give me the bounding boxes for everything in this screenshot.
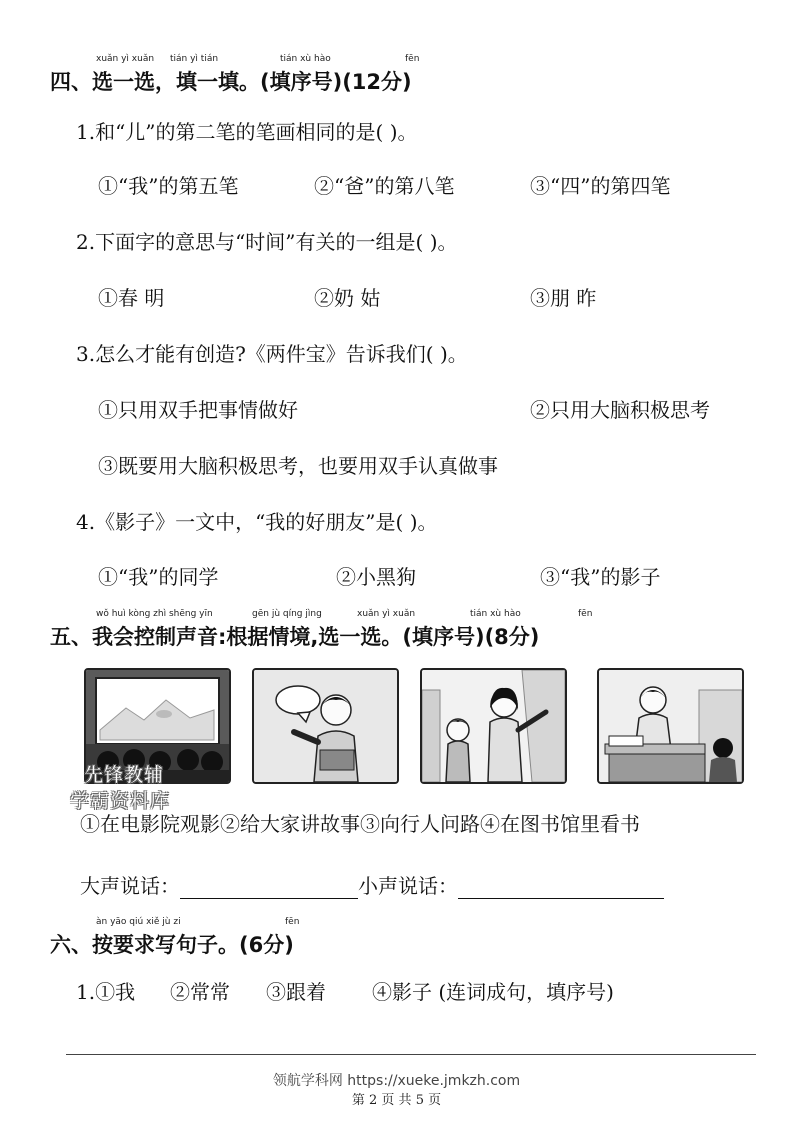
pinyin-xuanyixuan: xuǎn yì xuǎn [96, 54, 155, 64]
q4-1-stem: 1.和“儿”的第二笔的笔画相同的是( )。 [76, 120, 418, 144]
quiet-speech-label: 小声说话： [358, 874, 458, 898]
q6-1-part-4: ④影子 (连词成句，填序号) [372, 980, 614, 1004]
q4-1-option-3: ③“四”的第四笔 [530, 174, 671, 198]
loud-speech-label: 大声说话： [80, 874, 180, 898]
loud-speech-answer-blank[interactable] [180, 876, 358, 899]
section4-title: 四、选一选，填一填。(填序号)(12分) [50, 70, 412, 94]
pinyin-wohuikongzhishengyin: wǒ huì kòng zhì shēng yīn [96, 609, 213, 619]
watermark-line-1: 先锋教辅 [84, 764, 165, 786]
q4-1-option-2: ②“爸”的第八笔 [314, 174, 455, 198]
q4-2-option-1: ①春 明 [98, 286, 165, 310]
pinyin-fen-3: fēn [285, 917, 300, 927]
q4-1-option-1: ①“我”的第五笔 [98, 174, 239, 198]
q4-4-option-2: ②小黑狗 [336, 565, 416, 589]
quiet-speech-answer-blank[interactable] [458, 876, 664, 899]
pinyin-fen: fēn [405, 54, 420, 64]
loud-speech-row [80, 870, 664, 899]
storytelling-illustration [254, 670, 397, 782]
q4-3-option-2: ②只用大脑积极思考 [530, 398, 710, 422]
library-illustration [599, 670, 742, 782]
q6-1-part-1: 1.①我 [76, 980, 136, 1004]
asking-directions-illustration [422, 670, 565, 782]
footer-divider [66, 1054, 756, 1055]
picture-caption: ①在电影院观影②给大家讲故事③向行人问路④在图书馆里看书 [80, 812, 640, 836]
picture-asking-directions [420, 668, 567, 784]
watermark-line-2: 学霸资料库 [70, 790, 171, 812]
pinyin-tianyitian: tián yì tián [170, 54, 219, 64]
section5-title: 五、我会控制声音:根据情境,选一选。(填序号)(8分) [50, 625, 540, 649]
pinyin-anyaoqiuxiejuzi: àn yāo qiú xiě jù zi [96, 917, 181, 927]
pinyin-tianxuhao-2: tián xù hào [470, 609, 521, 619]
pinyin-genjuqingjing: gēn jù qíng jìng [252, 609, 322, 619]
q4-4-option-3: ③“我”的影子 [540, 565, 661, 589]
page-number: 第 2 页 共 5 页 [351, 1093, 442, 1108]
q4-4-stem: 4.《影子》一文中，“我的好朋友”是( )。 [76, 510, 438, 534]
q4-3-stem: 3.怎么才能有创造?《两件宝》告诉我们( )。 [76, 342, 468, 366]
q4-3-option-3: ③既要用大脑积极思考，也要用双手认真做事 [98, 454, 498, 478]
picture-library [597, 668, 744, 784]
section6-title: 六、按要求写句子。(6分) [50, 933, 294, 957]
pinyin-tianxuhao: tián xù hào [280, 54, 331, 64]
q4-2-stem: 2.下面字的意思与“时间”有关的一组是( )。 [76, 230, 458, 254]
q6-1-part-2: ②常常 [170, 980, 230, 1004]
q4-4-option-1: ①“我”的同学 [98, 565, 219, 589]
q6-1-part-3: ③跟着 [266, 980, 326, 1004]
pinyin-xuanyixuan-2: xuǎn yì xuǎn [357, 609, 416, 619]
pinyin-fen-2: fēn [578, 609, 593, 619]
footer-site-url[interactable]: 领航学科网 https://xueke.jmkzh.com [272, 1073, 521, 1089]
q4-3-option-1: ①只用双手把事情做好 [98, 398, 298, 422]
q4-2-option-3: ③朋 昨 [530, 286, 597, 310]
q4-2-option-2: ②奶 姑 [314, 286, 381, 310]
picture-storytelling [252, 668, 399, 784]
